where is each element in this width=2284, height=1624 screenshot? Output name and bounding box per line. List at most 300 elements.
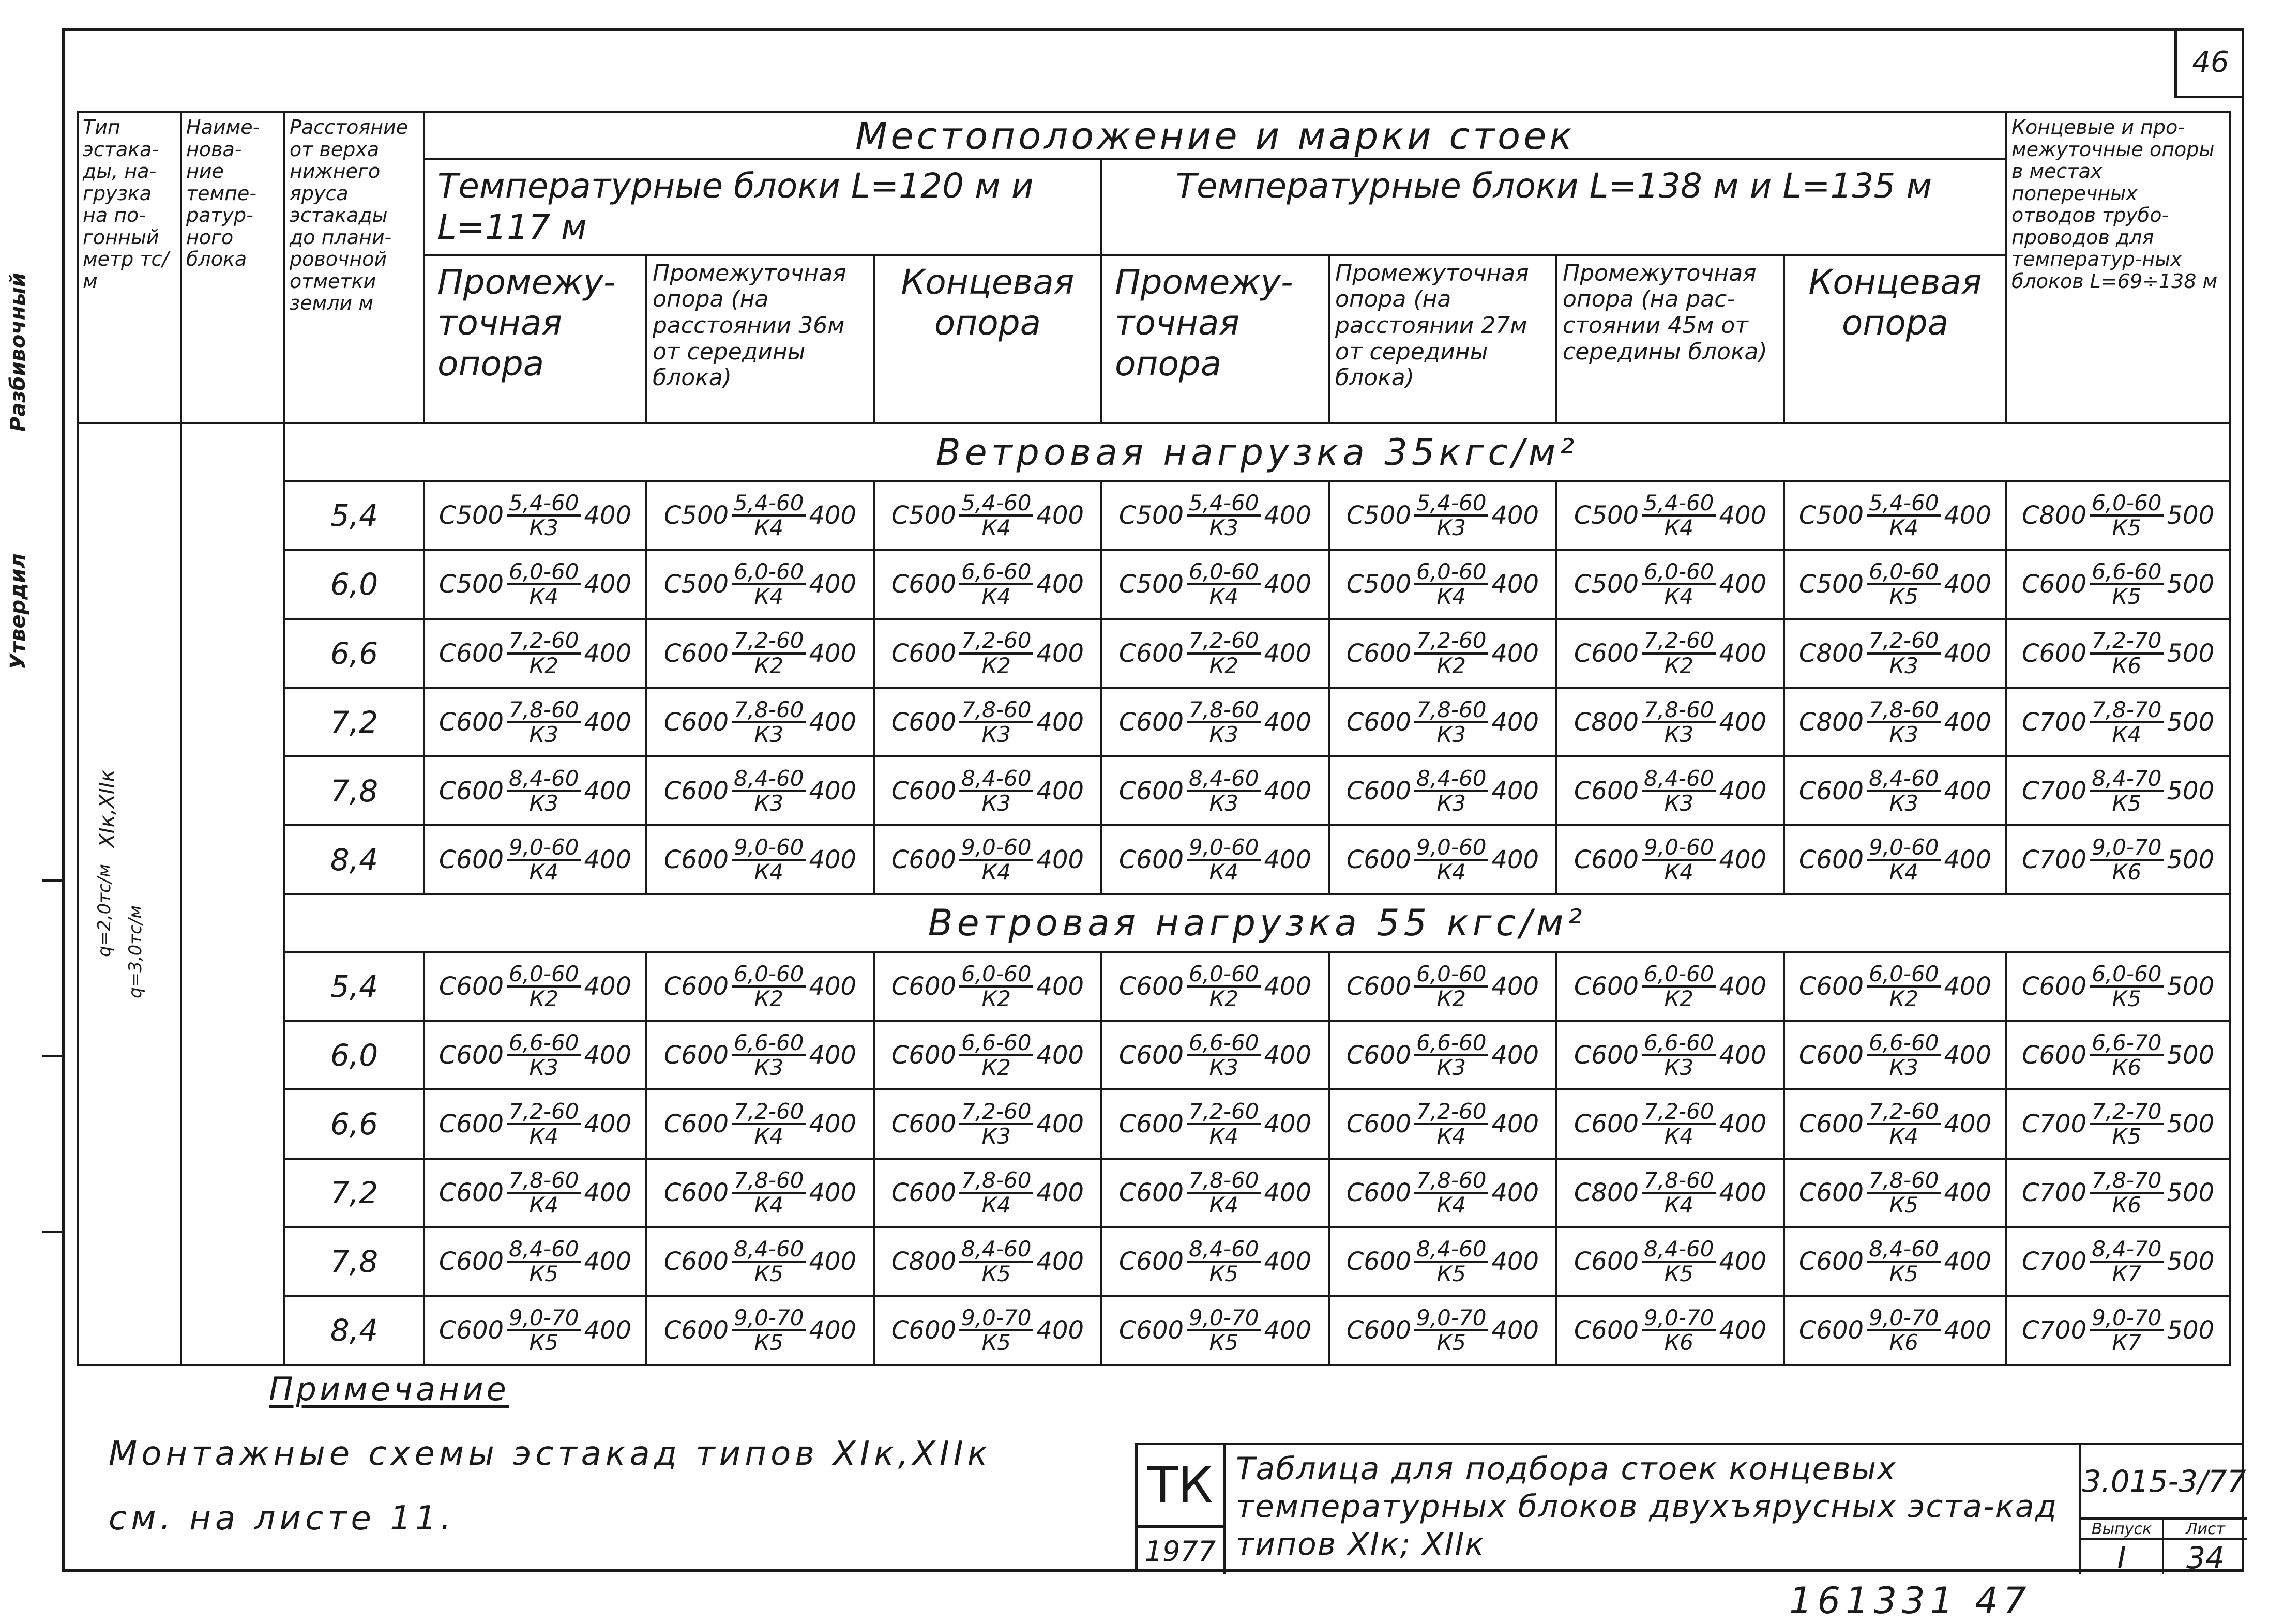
mark-fraction (959, 1169, 1033, 1217)
column-mark-cell (424, 1021, 646, 1089)
mark-prefix: С600 (1574, 776, 1639, 806)
note-line-1: Монтажные схемы эстакад типов XIк,XIIк (109, 1435, 992, 1473)
mark-suffix: 400 (1036, 972, 1084, 1001)
mark-suffix: 400 (1491, 1316, 1539, 1345)
mark-numerator: 7,2-60 (959, 629, 1033, 654)
column-mark-cell (646, 688, 874, 756)
mark-numerator: 6,0-60 (2090, 492, 2164, 517)
mark-denominator: К3 (754, 721, 784, 747)
mark-prefix: С600 (663, 845, 729, 874)
title-block-right (2079, 1445, 2247, 1574)
mark-fraction (959, 492, 1033, 539)
mark-prefix: С600 (438, 639, 504, 668)
mark-suffix: 400 (809, 1247, 857, 1277)
mark-fraction (1414, 836, 1488, 884)
height-value: 7,8 (284, 756, 424, 825)
mark-suffix: 400 (1719, 776, 1767, 806)
mark-numerator: 7,8-60 (1187, 699, 1261, 723)
mark-numerator: 7,2-60 (732, 1100, 806, 1125)
mark-denominator: К5 (1209, 1261, 1239, 1287)
column-mark-cell (1556, 619, 1784, 688)
column-mark-cell (424, 756, 646, 825)
mark-suffix: 400 (1264, 1178, 1312, 1208)
sheet-label: Лист (2164, 1520, 2247, 1540)
mark-fraction (1867, 1238, 1941, 1285)
title-block-title: Таблица для подбора стоек концевых температурных блоков двухъярусных эста-кад типов XIк; XIIк (1236, 1451, 2058, 1563)
mark-denominator: К5 (2112, 985, 2142, 1011)
mark-prefix: С600 (1118, 707, 1184, 737)
mark-fraction (732, 1238, 806, 1285)
column-mark-cell (1329, 481, 1556, 550)
mark-fraction (732, 1307, 806, 1354)
table-row (78, 1159, 2230, 1227)
mark-prefix: С600 (1346, 1109, 1412, 1139)
mark-denominator: К4 (1209, 1123, 1239, 1149)
mark-denominator: К7 (2112, 1261, 2142, 1287)
mark-numerator: 7,8-60 (959, 1169, 1033, 1194)
column-mark-cell (1556, 1227, 1784, 1296)
block-name-column (181, 423, 284, 1365)
mark-denominator: К5 (1209, 1330, 1239, 1356)
header-distance: Расстояние от верха нижнего яруса эстакады до плани-ровочной отметки земли м (284, 112, 424, 423)
column-mark-cell (874, 619, 1101, 688)
mark-suffix: 400 (1036, 1040, 1084, 1070)
height-value: 5,4 (284, 481, 424, 550)
mark-denominator: К2 (754, 985, 784, 1011)
mark-suffix: 400 (809, 1316, 857, 1345)
mark-prefix: С800 (1574, 707, 1639, 737)
mark-suffix: 400 (1944, 639, 1992, 668)
table-row (78, 825, 2230, 894)
header-last-col: Концевые и про-межуточные опоры в местах поперечных отводов трубо-проводов для температур-ных блоков L=69÷138 м (2006, 112, 2230, 423)
mark-numerator: 7,2-60 (1867, 1100, 1941, 1125)
type-column (78, 423, 181, 1365)
mark-fraction (507, 1307, 581, 1354)
column-mark-cell (1329, 1296, 1556, 1365)
mark-fraction (1642, 696, 1716, 747)
mark-prefix: С500 (1574, 570, 1639, 599)
header-sub-6: Промежуточная опора (на рас-стоянии 45м от середины блока) (1556, 255, 1784, 423)
mark-prefix: С600 (1346, 845, 1412, 874)
mark-suffix: 400 (1036, 501, 1084, 530)
column-mark-cell (1101, 1159, 1329, 1227)
mark-numerator: 5,4-60 (959, 492, 1033, 517)
mark-suffix: 400 (584, 570, 632, 599)
mark-prefix: С600 (1118, 1040, 1184, 1070)
header-sub-4: Промежу-точная опора (1101, 255, 1329, 423)
column-mark-cell (1101, 619, 1329, 688)
mark-prefix: С500 (663, 501, 729, 530)
height-value: 6,0 (284, 550, 424, 619)
mark-denominator: К4 (1436, 1123, 1466, 1149)
column-mark-cell (2006, 1296, 2230, 1365)
column-mark-cell (874, 1021, 1101, 1089)
mark-numerator: 6,0-60 (1642, 963, 1716, 988)
margin-tick (42, 1231, 63, 1233)
mark-suffix: 400 (1944, 501, 1992, 530)
mark-prefix: С800 (2021, 501, 2087, 530)
load-q1: q=2,0тс/м (94, 864, 115, 957)
mark-denominator: К4 (1209, 859, 1239, 885)
mark-fraction (959, 1307, 1033, 1354)
mark-fraction (732, 1169, 806, 1217)
mark-prefix: С600 (1346, 1316, 1412, 1345)
mark-suffix: 400 (1036, 1247, 1084, 1277)
column-mark-cell (2006, 1227, 2230, 1296)
column-mark-cell (1784, 619, 2006, 688)
mark-suffix: 400 (584, 845, 632, 874)
mark-fraction (507, 963, 581, 1010)
mark-denominator: К3 (1664, 721, 1694, 747)
selection-table (77, 111, 2231, 1366)
table-row (78, 1227, 2230, 1296)
header-sub-2: Промежуточная опора (на расстоянии 36м от середины блока) (646, 255, 874, 423)
column-mark-cell (1784, 756, 2006, 825)
column-mark-cell (1784, 1227, 2006, 1296)
mark-prefix: С700 (2021, 707, 2087, 737)
mark-denominator: К3 (1889, 652, 1919, 678)
mark-prefix: С500 (1798, 570, 1864, 599)
mark-fraction (1414, 560, 1488, 608)
column-mark-cell (1101, 952, 1329, 1021)
mark-prefix: С700 (2021, 776, 2087, 806)
mark-denominator: К2 (1436, 652, 1466, 678)
mark-prefix: С600 (663, 639, 729, 668)
mark-suffix: 400 (1944, 1109, 1992, 1139)
mark-suffix: 400 (584, 501, 632, 530)
mark-numerator: 7,8-60 (732, 699, 806, 723)
mark-suffix: 500 (2167, 1247, 2215, 1277)
mark-prefix: С500 (1118, 570, 1184, 599)
height-value: 6,6 (284, 1089, 424, 1158)
mark-fraction (1642, 836, 1716, 884)
column-mark-cell (874, 825, 1101, 894)
mark-suffix: 400 (1719, 1040, 1767, 1070)
mark-prefix: С600 (1798, 1178, 1864, 1208)
mark-fraction (1414, 1100, 1488, 1148)
mark-numerator: 6,6-70 (2090, 1031, 2164, 1056)
mark-denominator: К4 (1664, 1192, 1694, 1218)
column-mark-cell (1329, 825, 1556, 894)
mark-denominator: К5 (981, 1261, 1011, 1287)
table-row (78, 619, 2230, 688)
mark-numerator: 6,0-60 (1414, 963, 1488, 988)
column-mark-cell (874, 481, 1101, 550)
column-mark-cell (1101, 1227, 1329, 1296)
mark-prefix: С600 (891, 972, 957, 1001)
mark-suffix: 400 (1944, 570, 1992, 599)
column-mark-cell (424, 1089, 646, 1158)
mark-numerator: 6,0-60 (1187, 560, 1261, 585)
mark-denominator: К6 (1664, 1330, 1694, 1356)
mark-denominator: К4 (1209, 584, 1239, 610)
mark-suffix: 400 (1036, 639, 1084, 668)
mark-denominator: К4 (754, 515, 784, 541)
mark-prefix: С600 (1574, 639, 1639, 668)
mark-suffix: 400 (1719, 845, 1767, 874)
table-row (78, 952, 2230, 1021)
mark-numerator: 6,6-60 (732, 1031, 806, 1056)
mark-numerator: 7,8-60 (1867, 1169, 1941, 1194)
mark-denominator: К3 (529, 1054, 559, 1080)
mark-suffix: 400 (1944, 1247, 1992, 1277)
mark-prefix: С600 (1346, 1040, 1412, 1070)
mark-fraction (1187, 1238, 1261, 1285)
mark-denominator: К3 (1209, 1054, 1239, 1080)
table-row (78, 550, 2230, 619)
mark-prefix: С600 (663, 1247, 729, 1277)
title-block-tk: ТК (1138, 1445, 1226, 1528)
column-mark-cell (1329, 952, 1556, 1021)
mark-prefix: С600 (438, 1109, 504, 1139)
mark-suffix: 500 (2167, 1178, 2215, 1208)
column-mark-cell (1329, 1021, 1556, 1089)
mark-denominator: К4 (1436, 1192, 1466, 1218)
mark-denominator: К3 (529, 721, 559, 747)
height-value: 8,4 (284, 825, 424, 894)
mark-fraction (1187, 836, 1261, 884)
mark-fraction (1867, 696, 1941, 747)
margin-tick (42, 879, 63, 882)
height-value: 5,4 (284, 952, 424, 1021)
mark-denominator: К2 (1889, 985, 1919, 1011)
mark-denominator: К2 (981, 652, 1011, 678)
mark-fraction (1187, 1307, 1261, 1354)
mark-denominator: К4 (1664, 584, 1694, 610)
side-label-razbivochny: Разбивочный (6, 272, 30, 432)
mark-prefix: С600 (2021, 1040, 2087, 1070)
height-value: 8,4 (284, 1296, 424, 1365)
column-mark-cell (2006, 481, 2230, 550)
mark-prefix: С500 (438, 501, 504, 530)
mark-fraction (1414, 1031, 1488, 1079)
mark-suffix: 400 (809, 845, 857, 874)
mark-suffix: 400 (1264, 1109, 1312, 1139)
mark-numerator: 9,0-60 (1414, 836, 1488, 861)
mark-fraction (2090, 560, 2164, 608)
mark-fraction (1867, 1031, 1941, 1079)
mark-fraction (1187, 492, 1261, 539)
mark-prefix: С600 (1346, 972, 1412, 1001)
mark-denominator: К6 (2112, 1054, 2142, 1080)
mark-prefix: С600 (1118, 639, 1184, 668)
mark-numerator: 7,8-60 (1414, 699, 1488, 723)
column-mark-cell (1101, 825, 1329, 894)
issue-value: I (2117, 1540, 2126, 1575)
load-q2: q=3,0тс/м (125, 905, 146, 998)
mark-suffix: 400 (809, 972, 857, 1001)
mark-fraction (1867, 963, 1941, 1010)
mark-fraction (732, 767, 806, 815)
mark-suffix: 400 (1491, 707, 1539, 737)
mark-suffix: 400 (809, 1109, 857, 1139)
mark-prefix: С600 (1574, 1247, 1639, 1277)
mark-suffix: 400 (1264, 1040, 1312, 1070)
mark-suffix: 400 (1264, 570, 1312, 599)
mark-fraction (507, 492, 581, 539)
mark-fraction (1187, 696, 1261, 747)
mark-numerator: 6,6-60 (507, 1031, 581, 1056)
mark-suffix: 400 (1264, 845, 1312, 874)
column-mark-cell (1329, 1089, 1556, 1158)
mark-suffix: 400 (1944, 1178, 1992, 1208)
mark-suffix: 400 (1264, 776, 1312, 806)
mark-fraction (2090, 696, 2164, 747)
mark-numerator: 9,0-70 (1642, 1307, 1716, 1331)
mark-suffix: 400 (1036, 1316, 1084, 1345)
mark-prefix: С600 (1346, 639, 1412, 668)
mark-fraction (959, 767, 1033, 815)
mark-fraction (2090, 767, 2164, 815)
mark-denominator: К5 (1436, 1261, 1466, 1287)
mark-suffix: 400 (584, 1316, 632, 1345)
mark-fraction (507, 836, 581, 884)
mark-suffix: 500 (2167, 845, 2215, 874)
mark-fraction (1867, 560, 1941, 608)
mark-prefix: С600 (663, 707, 729, 737)
mark-prefix: С600 (2021, 639, 2087, 668)
mark-denominator: К4 (981, 1192, 1011, 1218)
mark-prefix: С700 (2021, 1178, 2087, 1208)
mark-denominator: К3 (1436, 790, 1466, 816)
mark-suffix: 400 (1719, 972, 1767, 1001)
mark-numerator: 6,0-60 (1642, 560, 1716, 585)
mark-suffix: 400 (1719, 570, 1767, 599)
mark-numerator: 7,2-60 (732, 629, 806, 654)
mark-denominator: К3 (1209, 790, 1239, 816)
table-row (78, 1021, 2230, 1089)
mark-fraction (1642, 1031, 1716, 1079)
mark-suffix: 400 (1264, 707, 1312, 737)
mark-prefix: С800 (1798, 639, 1864, 668)
mark-numerator: 8,4-60 (507, 767, 581, 792)
mark-prefix: С600 (438, 845, 504, 874)
mark-fraction (1867, 767, 1941, 815)
mark-denominator: К5 (529, 1261, 559, 1287)
mark-numerator: 5,4-60 (1867, 492, 1941, 517)
mark-numerator: 9,0-70 (1867, 1307, 1941, 1331)
column-mark-cell (1784, 688, 2006, 756)
mark-numerator: 9,0-70 (2090, 1307, 2164, 1331)
column-mark-cell (646, 1296, 874, 1365)
mark-denominator: К2 (1664, 652, 1694, 678)
mark-numerator: 6,6-60 (959, 560, 1033, 585)
mark-suffix: 400 (809, 776, 857, 806)
margin-tick (42, 1055, 63, 1057)
mark-fraction (1642, 767, 1716, 815)
mark-fraction (507, 1100, 581, 1148)
mark-fraction (507, 767, 581, 815)
mark-suffix: 400 (809, 707, 857, 737)
mark-suffix: 400 (1944, 1040, 1992, 1070)
mark-fraction (1867, 1100, 1941, 1148)
mark-fraction (2090, 1100, 2164, 1148)
sheet-corner-number: 46 (2174, 28, 2244, 98)
mark-fraction (1642, 1100, 1716, 1148)
mark-prefix: С600 (1118, 1109, 1184, 1139)
mark-prefix: С600 (663, 776, 729, 806)
mark-prefix: С600 (663, 1316, 729, 1345)
mark-numerator: 8,4-60 (1187, 1238, 1261, 1263)
column-mark-cell (2006, 688, 2230, 756)
mark-numerator: 5,4-60 (507, 492, 581, 517)
mark-suffix: 500 (2167, 1316, 2215, 1345)
mark-suffix: 400 (1944, 845, 1992, 874)
wind-load-title: Ветровая нагрузка 35кгс/м² (284, 423, 2230, 481)
column-mark-cell (2006, 550, 2230, 619)
mark-numerator: 6,0-60 (959, 963, 1033, 988)
mark-fraction (1187, 1100, 1261, 1148)
mark-fraction (1187, 1031, 1261, 1079)
mark-numerator: 5,4-60 (1642, 492, 1716, 517)
mark-prefix: С800 (891, 1247, 957, 1277)
height-value: 7,2 (284, 1159, 424, 1227)
mark-fraction (1414, 629, 1488, 677)
mark-numerator: 7,8-60 (507, 699, 581, 723)
mark-denominator: К4 (981, 584, 1011, 610)
mark-suffix: 500 (2167, 707, 2215, 737)
mark-denominator: К5 (2112, 790, 2142, 816)
mark-prefix: С600 (891, 1178, 957, 1208)
mark-suffix: 400 (1036, 570, 1084, 599)
mark-prefix: С500 (891, 501, 957, 530)
mark-suffix: 400 (1264, 1316, 1312, 1345)
mark-numerator: 9,0-60 (1642, 836, 1716, 861)
column-mark-cell (1556, 1159, 1784, 1227)
mark-prefix: С600 (891, 707, 957, 737)
mark-fraction (1414, 963, 1488, 1010)
mark-prefix: С600 (1798, 845, 1864, 874)
mark-fraction (1867, 1307, 1941, 1354)
mark-fraction (959, 629, 1033, 677)
mark-denominator: К3 (1664, 1054, 1694, 1080)
mark-prefix: С700 (2021, 1247, 2087, 1277)
mark-denominator: К2 (981, 985, 1011, 1011)
mark-denominator: К4 (1664, 1123, 1694, 1149)
column-mark-cell (874, 688, 1101, 756)
mark-fraction (1414, 492, 1488, 539)
column-mark-cell (2006, 952, 2230, 1021)
mark-suffix: 400 (1719, 501, 1767, 530)
mark-suffix: 400 (1264, 639, 1312, 668)
column-mark-cell (424, 481, 646, 550)
mark-suffix: 400 (809, 570, 857, 599)
mark-prefix: С600 (1798, 1247, 1864, 1277)
mark-fraction (1867, 1169, 1941, 1217)
mark-prefix: С700 (2021, 1109, 2087, 1139)
mark-fraction (1187, 629, 1261, 677)
mark-fraction (1414, 1238, 1488, 1285)
column-mark-cell (424, 688, 646, 756)
mark-denominator: К2 (1664, 985, 1694, 1011)
mark-numerator: 9,0-70 (507, 1307, 581, 1331)
mark-prefix: С600 (1346, 1247, 1412, 1277)
mark-prefix: С600 (891, 845, 957, 874)
mark-denominator: К5 (2112, 1123, 2142, 1149)
table-row (78, 688, 2230, 756)
header-group-120: Температурные блоки L=120 м и L=117 м (424, 159, 1101, 255)
mark-suffix: 400 (1491, 639, 1539, 668)
title-block (1135, 1443, 2246, 1575)
mark-numerator: 6,0-60 (1867, 963, 1941, 988)
mark-fraction (1187, 1169, 1261, 1217)
mark-denominator: К2 (529, 985, 559, 1011)
mark-suffix: 400 (1491, 1040, 1539, 1070)
mark-numerator: 8,4-60 (1414, 767, 1488, 792)
title-block-year: 1977 (1138, 1528, 1226, 1574)
mark-numerator: 7,2-60 (1642, 629, 1716, 654)
mark-fraction (1867, 492, 1941, 539)
